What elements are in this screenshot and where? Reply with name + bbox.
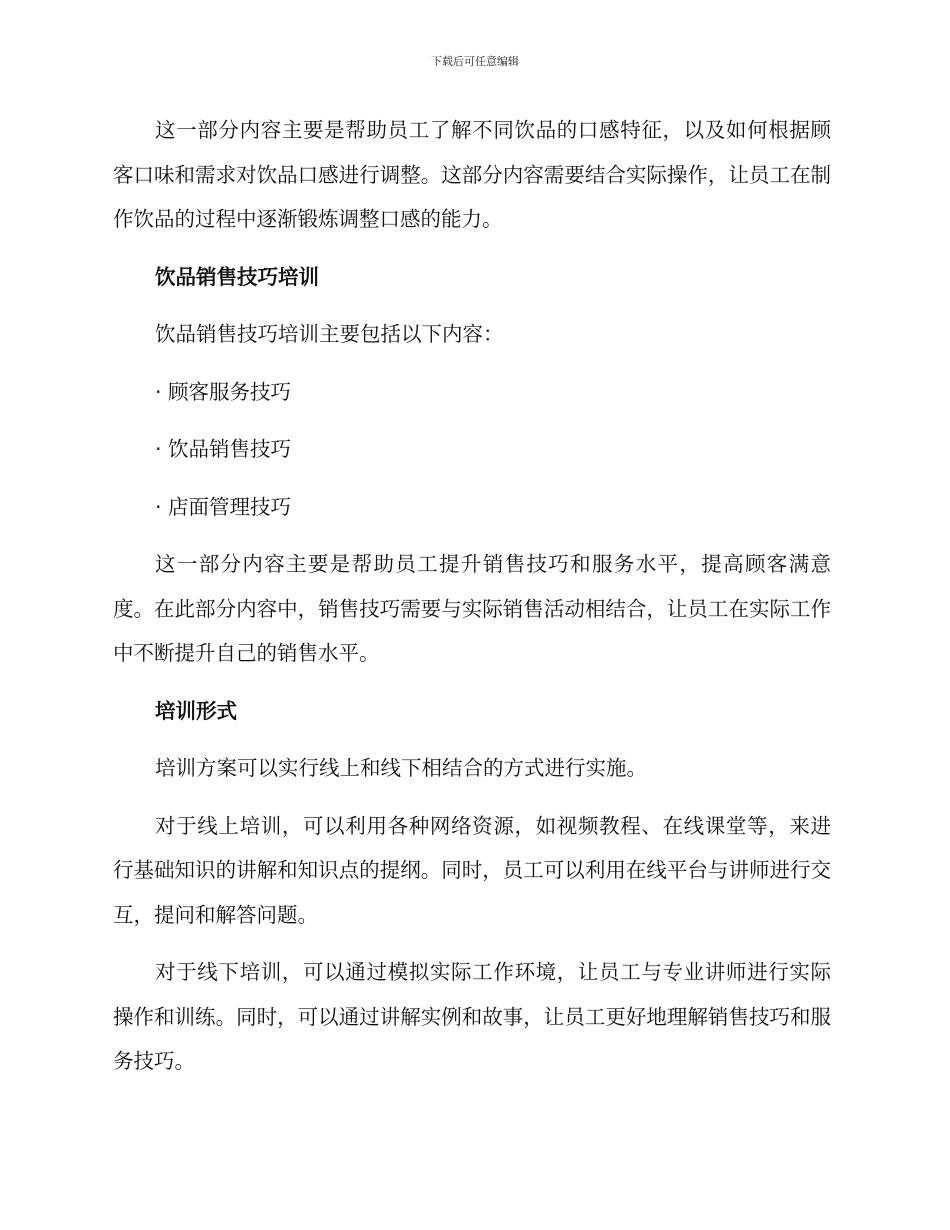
paragraph-online-training: 对于线上培训，可以利用各种网络资源，如视频教程、在线课堂等，来进行基础知识的讲解和知识点的提纲。同时，员工可以利用在线平台与讲师进行交互，提问和解答问题。 (113, 813, 831, 927)
list-item-drink-sales: · 饮品销售技巧 (155, 437, 292, 461)
list-item-customer-service: · 顾客服务技巧 (155, 379, 292, 404)
list-item-store-management: · 店面管理技巧 (155, 494, 292, 519)
paragraph-offline-training: 对于线下培训，可以通过模拟实际工作环境，让员工与专业讲师进行实际操作和训练。同时，可以通过讲解实例和故事，让员工更好地理解销售技巧和服务技巧。 (113, 960, 831, 1073)
document-body (113, 108, 831, 1084)
heading-sales-training: 饮品销售技巧培训 (155, 264, 319, 289)
paragraph-taste-adjustment: 这一部分内容主要是帮助员工了解不同饮品的口感特征，以及如何根据顾客口味和需求对饮品口感进行调整。这部分内容需要结合实际操作，让员工在制作饮品的过程中逐渐锻炼调整口感的能力。 (113, 118, 831, 231)
paragraph-format-intro: 培训方案可以实行线上和线下相结合的方式进行实施。 (155, 756, 647, 780)
heading-training-format: 培训形式 (155, 698, 237, 723)
paragraph-sales-intro: 饮品销售技巧培训主要包括以下内容： (155, 322, 504, 346)
paragraph-sales-skills: 这一部分内容主要是帮助员工提升销售技巧和服务水平，提高顾客满意度。在此部分内容中，销售技巧需要与实际销售活动相结合，让员工在实际工作中不断提升自己的销售水平。 (113, 552, 831, 665)
header-note: 下载后可任意编辑 (431, 55, 519, 68)
